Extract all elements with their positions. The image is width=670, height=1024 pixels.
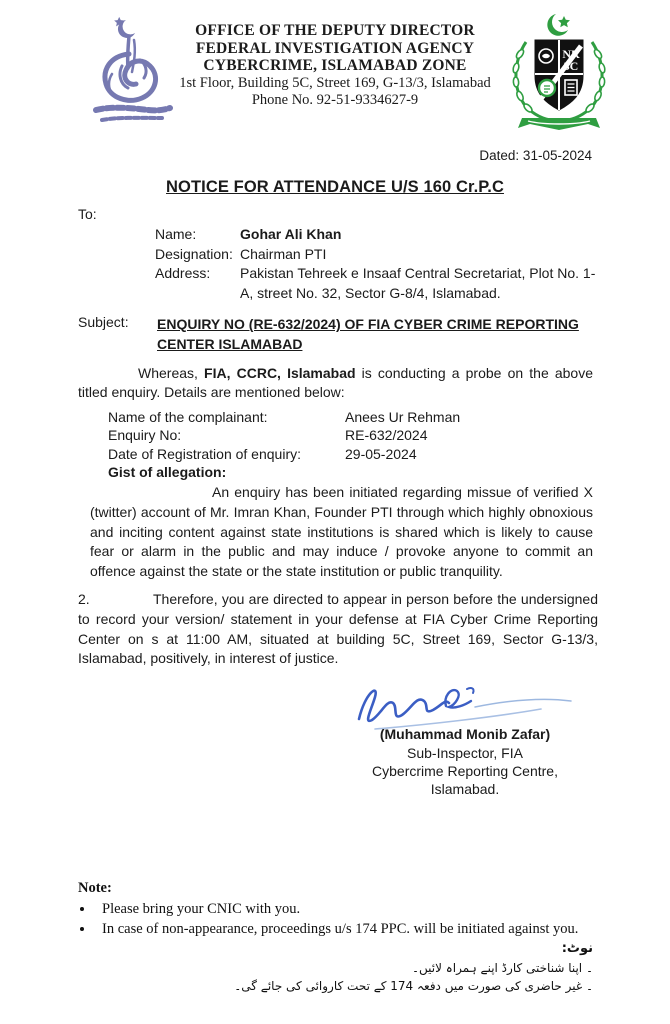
org-name-line1: OFFICE OF THE DEPUTY DIRECTOR (195, 22, 475, 39)
gist-paragraph: An enquiry has been initiated regarding missue of verified X (twitter) account of Mr. Imran Khan, Founder PTI through which highly obnoxious and inciting content against state institutions is shared which is likely to cause fear or alarm in the public and may induce / provoke anyone to commit an offence against the state or the state institution or public tranquility. (90, 484, 593, 579)
signatory-rank: Sub-Inspector, FIA (407, 744, 523, 761)
complainant-label: Name of the complainant: (108, 408, 268, 425)
address-value: Pakistan Tehreek e Insaaf Central Secretariat, Plot No. 1-A, street No. 32, Sector G-8/4, Islamabad. (240, 265, 596, 301)
crest-text-nr: NR (562, 47, 580, 61)
nr3c-crest-icon (504, 12, 614, 134)
org-address: 1st Floor, Building 5C, Street 169, G-13/3, Islamabad (179, 74, 491, 91)
signatory-name: (Muhammad Monib Zafar) (379, 725, 551, 742)
name-label: Name: (155, 226, 197, 242)
crest-text-3c: 3C (563, 59, 579, 73)
dated-line: Dated: 31-05-2024 (479, 148, 592, 163)
detail-row-enquiry-no (108, 426, 670, 444)
subject-label: Subject: (78, 314, 129, 330)
urdu-note-line2: ۔ غیر حاضری کی صورت میں دفعہ 174 کے تحت کاروائی کی جائے گی۔ (234, 979, 593, 993)
footer (0, 878, 670, 996)
registration-date-value: 29-05-2024 (345, 445, 417, 462)
signatory-office: Cybercrime Reporting Centre, (372, 762, 558, 779)
note-item-cnic: • Please bring your CNIC with you. (95, 899, 670, 919)
signature-ink-icon (345, 679, 585, 731)
detail-row-complainant (108, 408, 670, 426)
recipient-row-address (155, 264, 670, 303)
recipient-row-name (155, 225, 670, 245)
note-list (95, 899, 670, 939)
complainant-value: Anees Ur Rehman (345, 408, 461, 425)
recipient-row-designation (155, 245, 670, 265)
signatory-city: Islamabad. (430, 780, 500, 797)
enquiry-details-block (108, 408, 670, 482)
note-item-non-appearance: • In case of non-appearance, proceedings u/s 174 PPC. will be initiated against you. (95, 919, 670, 939)
whereas-paragraph (78, 364, 593, 403)
directive-text: Therefore, you are directed to appear in person before the undersigned to record your version/ statement in your defense at FIA Cyber Crime Reporting Center on s at 11:00 AM, situated at building 5C, Street 169, Sector G-13/3, Islamabad, positively, in interest of justice. (78, 591, 598, 667)
note-block (78, 878, 670, 939)
designation-value: Chairman PTI (240, 245, 327, 262)
subject-value: ENQUIRY NO (RE-632/2024) OF FIA CYBER CRIME REPORTING CENTER ISLAMABAD (157, 316, 579, 352)
page-title: NOTICE FOR ATTENDANCE U/S 160 Cr.P.C (166, 178, 504, 196)
fia-stamp-icon (82, 14, 186, 134)
enquiry-no-label: Enquiry No: (108, 427, 182, 444)
paragraph-number: 2. (78, 591, 90, 608)
letterhead (0, 0, 670, 140)
whereas-bold: FIA, CCRC, Islamabad (204, 365, 356, 381)
note-label: Note: (78, 880, 112, 896)
enquiry-no-value: RE-632/2024 (345, 427, 428, 444)
org-phone: Phone No. 92-51-9334627-9 (251, 92, 419, 109)
whereas-pre: Whereas, (138, 365, 205, 381)
name-value: Gohar Ali Khan (240, 226, 342, 242)
signature-block (330, 679, 600, 798)
org-name-line3: CYBERCRIME, ISLAMABAD ZONE (203, 57, 467, 75)
urdu-note-line1: ۔ اپنا شناختی کارڈ اپنے ہمراہ لائیں۔ (411, 960, 593, 975)
registration-date-label: Date of Registration of enquiry: (108, 445, 301, 462)
to-label: To: (78, 206, 97, 222)
urdu-note-block (0, 940, 593, 996)
gist-label: Gist of allegation: (108, 464, 227, 481)
whereas-post: is conducting a probe on the above titled enquiry. Details are mentioned below: (78, 365, 594, 401)
directive-paragraph (78, 590, 598, 668)
org-name-line2: FEDERAL INVESTIGATION AGENCY (195, 39, 475, 57)
detail-row-registration-date (108, 445, 670, 463)
address-label: Address: (155, 265, 211, 281)
recipient-block (155, 225, 670, 303)
designation-label: Designation: (155, 245, 233, 262)
urdu-note-label: نوٹ: (561, 941, 593, 956)
subject-row (78, 314, 670, 354)
